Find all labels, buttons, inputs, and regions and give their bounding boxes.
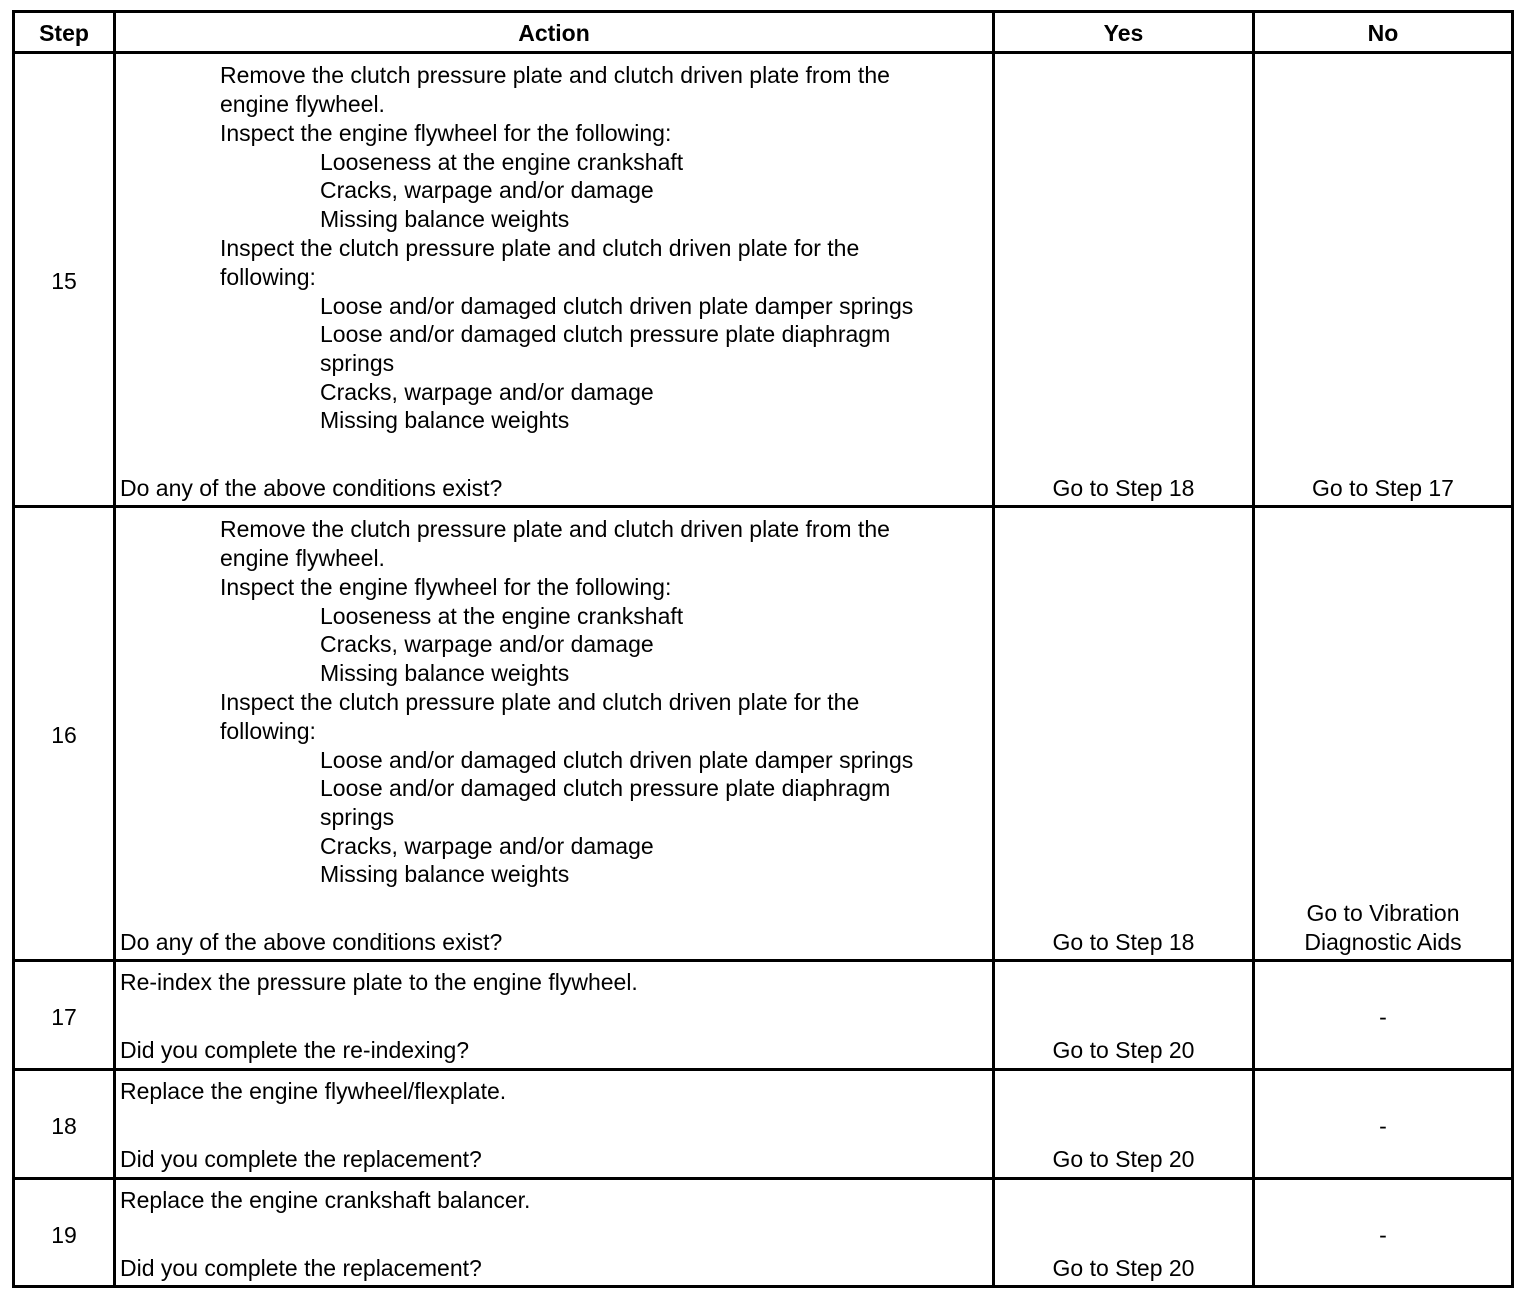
no-cell-18 <box>1252 1068 1514 1180</box>
flywheel-item: Looseness at the engine crankshaft <box>320 603 684 629</box>
no-cell-19 <box>1252 1177 1514 1288</box>
step-number: 17 <box>51 1004 77 1030</box>
step-cell-15 <box>12 51 116 508</box>
step-cell-19 <box>12 1177 116 1288</box>
plate-item: Cracks, warpage and/or damage <box>320 379 654 405</box>
plate-item: Loose and/or damaged clutch driven plate damper springs <box>320 747 914 773</box>
action-cell-17 <box>113 959 995 1071</box>
yes-cell-19 <box>992 1177 1255 1288</box>
question: Do any of the above conditions exist? <box>120 929 503 955</box>
no-result-line2: Diagnostic Aids <box>1304 929 1462 955</box>
action-cell-18 <box>113 1068 995 1180</box>
no-result: - <box>1379 1113 1387 1139</box>
yes-result: Go to Step 20 <box>1052 1255 1195 1281</box>
step-cell-18 <box>12 1068 116 1180</box>
yes-result: Go to Step 18 <box>1052 475 1195 501</box>
yes-cell-15 <box>992 51 1255 508</box>
plate-item: Loose and/or damaged clutch pressure plate diaphragm <box>320 321 891 347</box>
action-line: engine flywheel. <box>220 545 385 571</box>
yes-cell-17 <box>992 959 1255 1071</box>
step-number: 19 <box>51 1222 77 1248</box>
action-line: Inspect the engine flywheel for the following: <box>220 574 672 600</box>
header-yes-cell <box>992 10 1255 54</box>
plate-item: Loose and/or damaged clutch driven plate damper springs <box>320 293 914 319</box>
no-result: Go to Step 17 <box>1312 475 1454 501</box>
diagnostic-table <box>12 10 1514 1288</box>
action-line: Re-index the pressure plate to the engine flywheel. <box>120 969 638 995</box>
question: Did you complete the replacement? <box>120 1255 482 1281</box>
action-line: Inspect the clutch pressure plate and clutch driven plate for the <box>220 689 860 715</box>
plate-item: springs <box>320 804 395 830</box>
step-cell-17 <box>12 959 116 1071</box>
action-line: Inspect the engine flywheel for the following: <box>220 120 672 146</box>
step-number: 18 <box>51 1113 77 1139</box>
yes-result: Go to Step 18 <box>1052 929 1195 955</box>
action-cell-19 <box>113 1177 995 1288</box>
action-line: Remove the clutch pressure plate and clutch driven plate from the <box>220 62 890 88</box>
step-number: 16 <box>51 722 77 748</box>
question: Did you complete the re-indexing? <box>120 1037 470 1063</box>
plate-item: Missing balance weights <box>320 861 570 887</box>
plate-item: Loose and/or damaged clutch pressure plate diaphragm <box>320 775 891 801</box>
yes-cell-16 <box>992 505 1255 962</box>
header-step: Step <box>39 20 89 46</box>
action-cell-15 <box>113 51 995 508</box>
flywheel-item: Cracks, warpage and/or damage <box>320 177 654 203</box>
action-cell-16 <box>113 505 995 962</box>
header-no: No <box>1367 20 1399 46</box>
yes-result: Go to Step 20 <box>1052 1037 1195 1063</box>
header-yes: Yes <box>1103 20 1144 46</box>
plate-item: springs <box>320 350 395 376</box>
step-number: 15 <box>51 268 77 294</box>
flywheel-item: Cracks, warpage and/or damage <box>320 631 654 657</box>
header-no-cell <box>1252 10 1514 54</box>
no-result-line1: Go to Vibration <box>1306 900 1460 926</box>
action-line: Replace the engine flywheel/flexplate. <box>120 1078 507 1104</box>
yes-result: Go to Step 20 <box>1052 1146 1195 1172</box>
action-line: Inspect the clutch pressure plate and clutch driven plate for the <box>220 235 860 261</box>
step-cell-16 <box>12 505 116 962</box>
no-cell-15 <box>1252 51 1514 508</box>
no-cell-16 <box>1252 505 1514 962</box>
flywheel-item: Missing balance weights <box>320 206 570 232</box>
question: Do any of the above conditions exist? <box>120 475 503 501</box>
no-cell-17 <box>1252 959 1514 1071</box>
action-line: engine flywheel. <box>220 91 385 117</box>
action-line: Remove the clutch pressure plate and clutch driven plate from the <box>220 516 890 542</box>
no-result: - <box>1379 1004 1387 1030</box>
question: Did you complete the replacement? <box>120 1146 482 1172</box>
header-step-cell <box>12 10 116 54</box>
action-line: following: <box>220 264 316 290</box>
action-line: Replace the engine crankshaft balancer. <box>120 1187 531 1213</box>
no-result: - <box>1379 1222 1387 1248</box>
action-line: following: <box>220 718 316 744</box>
yes-cell-18 <box>992 1068 1255 1180</box>
header-action: Action <box>518 20 590 46</box>
plate-item: Missing balance weights <box>320 407 570 433</box>
flywheel-item: Looseness at the engine crankshaft <box>320 149 684 175</box>
header-action-cell <box>113 10 995 54</box>
plate-item: Cracks, warpage and/or damage <box>320 833 654 859</box>
flywheel-item: Missing balance weights <box>320 660 570 686</box>
